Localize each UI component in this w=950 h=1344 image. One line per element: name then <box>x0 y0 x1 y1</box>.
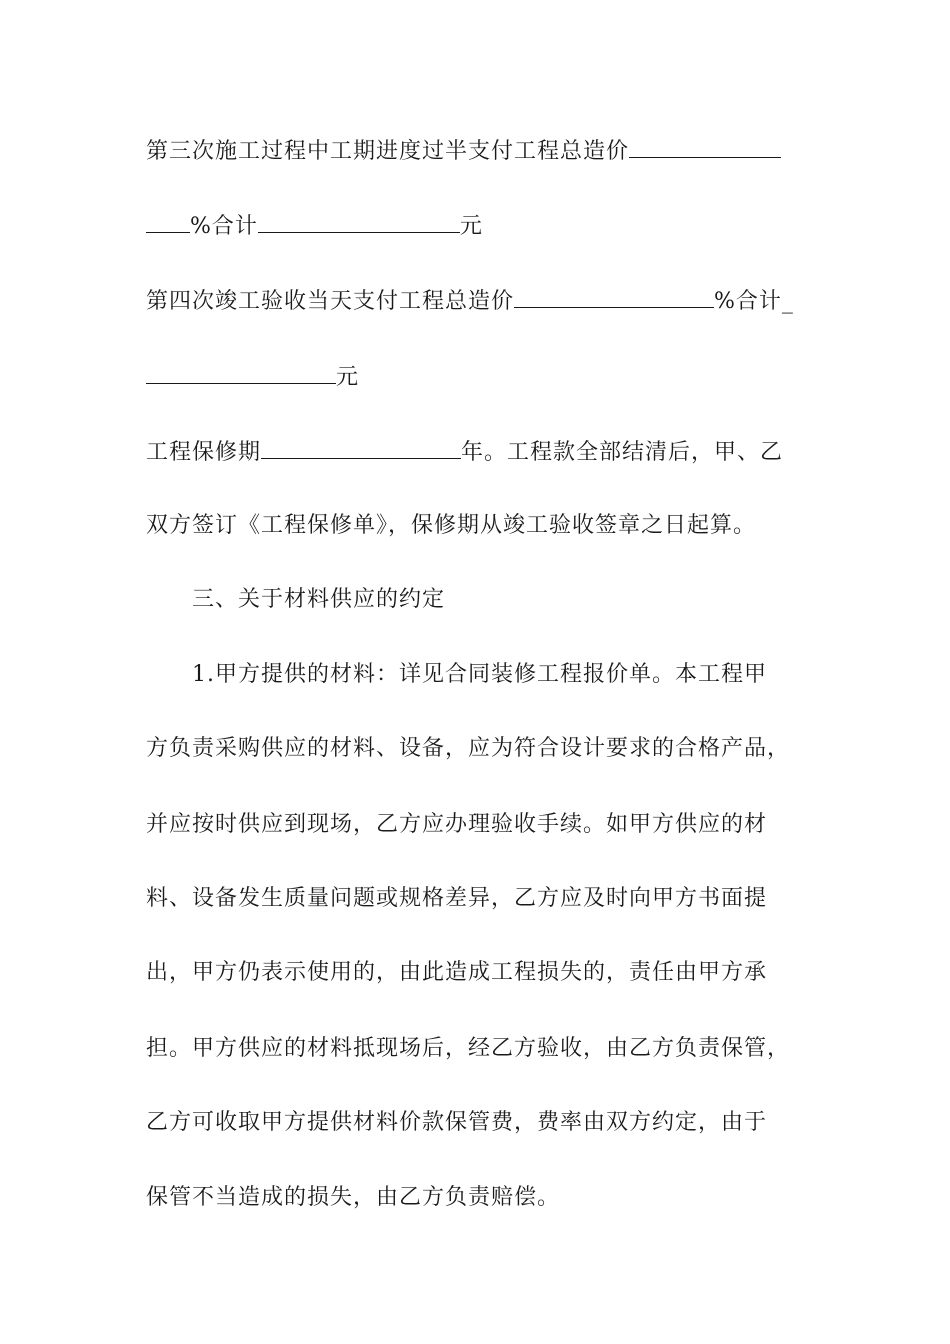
paragraph-line <box>146 287 826 317</box>
fill-blank <box>261 438 461 459</box>
paragraph-line: 料、设备发生质量问题或规格差异，乙方应及时向甲方书面提 <box>146 886 768 911</box>
paragraph-line: 1.甲方提供的材料：详见合同装修工程报价单。本工程甲 <box>192 662 767 687</box>
paragraph-line <box>146 438 826 468</box>
paragraph-line: 方负责采购供应的材料、设备，应为符合设计要求的合格产品， <box>146 736 791 761</box>
line-text: 第四次竣工验收当天支付工程总造价 <box>146 289 515 314</box>
line-text: %合计 <box>190 214 258 239</box>
paragraph-line: 双方签订《工程保修单》，保修期从竣工验收签章之日起算。 <box>146 513 757 538</box>
line-text: 工程保修期 <box>146 440 262 465</box>
line-suffix: 年。工程款全部结清后，甲、乙 <box>461 440 784 465</box>
fill-blank <box>514 287 714 308</box>
fill-blank <box>146 212 190 233</box>
fill-blank <box>258 212 460 233</box>
paragraph-line <box>146 363 826 393</box>
line-text: 第三次施工过程中工期进度过半支付工程总造价 <box>146 139 630 164</box>
fill-blank <box>629 137 781 158</box>
line-suffix: 元 <box>459 214 483 239</box>
paragraph-line: 保管不当造成的损失，由乙方负责赔偿。 <box>146 1185 561 1210</box>
line-suffix: %合计_ <box>714 289 794 314</box>
fill-blank <box>146 363 336 384</box>
paragraph-line: 乙方可收取甲方提供材料价款保管费，费率由双方约定，由于 <box>146 1110 768 1135</box>
section-heading: 三、关于材料供应的约定 <box>192 587 446 612</box>
paragraph-line: 并应按时供应到现场，乙方应办理验收手续。如甲方供应的材 <box>146 812 768 837</box>
line-text: 元 <box>336 365 360 390</box>
paragraph-line: 出，甲方仍表示使用的，由此造成工程损失的，责任由甲方承 <box>146 960 768 985</box>
paragraph-line <box>146 137 826 167</box>
paragraph-line: 担。甲方供应的材料抵现场后，经乙方验收，由乙方负责保管， <box>146 1036 791 1061</box>
paragraph-line <box>146 212 826 242</box>
